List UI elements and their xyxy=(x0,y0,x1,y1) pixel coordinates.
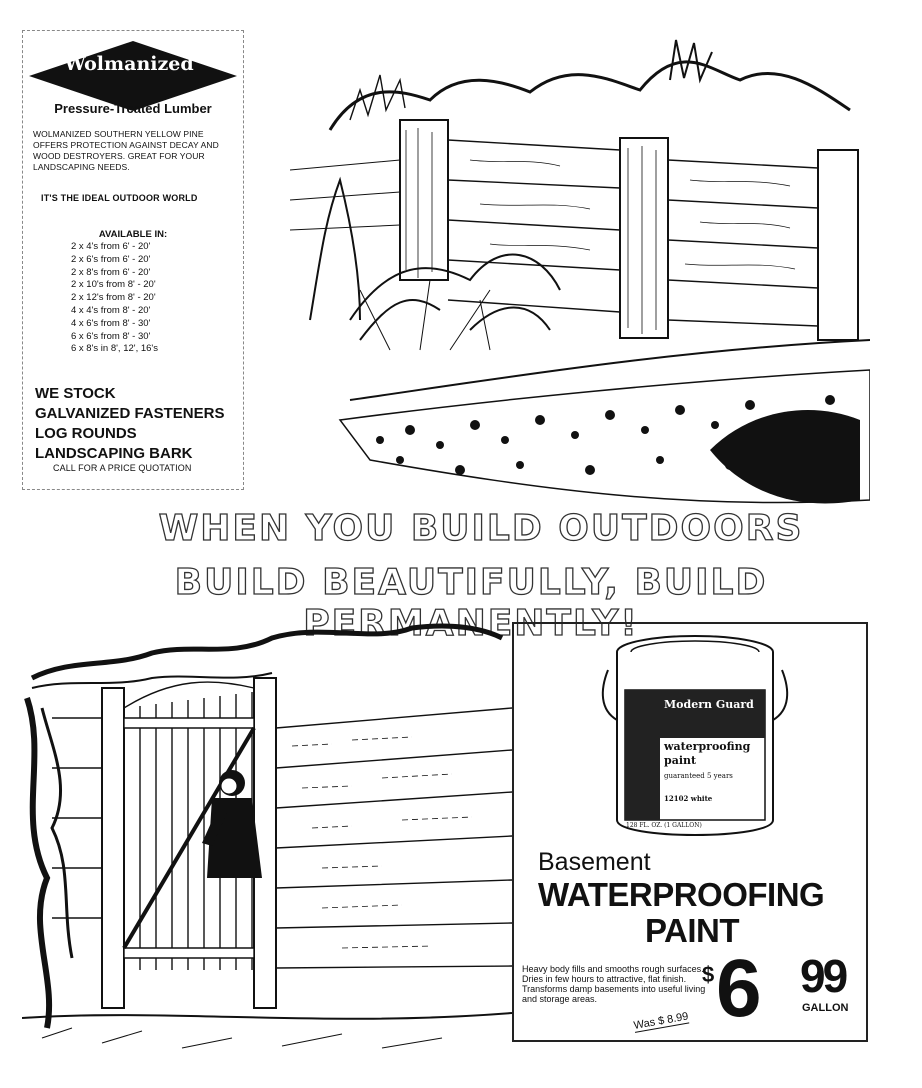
wolmanized-description: WOLMANIZED SOUTHERN YELLOW PINE OFFERS PROTECTION AGAINST DECAY AND WOOD DESTROYERS. GREAT FOR YOUR LANDSCAPING NEEDS. xyxy=(33,129,219,172)
paint-title-small: Basement xyxy=(538,848,651,876)
available-title: AVAILABLE IN: xyxy=(98,229,168,240)
can-guarantee: guaranteed 5 years xyxy=(664,772,733,780)
size-item: 2 x 4's from 6' - 20' xyxy=(71,241,151,252)
paint-title-line1: WATERPROOFING xyxy=(538,876,825,913)
price-unit: GALLON xyxy=(802,1002,849,1014)
price-dollars: 6 xyxy=(716,943,756,1034)
paint-description: Heavy body fills and smooths rough surfaces. Dries in few hours to attractive, flat finish. Transforms damp basements into useful living and storage areas. xyxy=(522,964,706,1004)
wolmanized-panel xyxy=(22,30,244,490)
retaining-wall-drawing xyxy=(290,20,870,515)
can-brand: Modern Guard xyxy=(664,698,754,711)
sale-price xyxy=(702,943,862,1036)
stock-item: WE STOCK xyxy=(35,385,116,402)
price-dollar-sign: $ xyxy=(702,962,715,987)
can-color: 12102 white xyxy=(664,794,713,803)
wolmanized-subtitle: Pressure-Treated Lumber xyxy=(54,101,212,116)
size-list xyxy=(71,241,241,356)
size-item: 4 x 4's from 8' - 20' xyxy=(71,304,151,316)
fence-gate-drawing xyxy=(22,618,512,1058)
fence-gate-illustration xyxy=(22,618,512,1058)
paint-ad-panel xyxy=(512,622,868,1042)
can-label-line1: waterproofing xyxy=(664,740,751,753)
size-item: 2 x 6's from 6' - 20' xyxy=(71,253,151,265)
was-price: Was $ 8.99 xyxy=(632,1010,690,1032)
headline-line-2: BUILD BEAUTIFULLY, BUILD PERMANENTLY! xyxy=(174,562,768,644)
can-volume: 128 FL. OZ. (1 GALLON) xyxy=(626,822,702,829)
size-item: 4 x 6's from 8' - 30' xyxy=(71,317,151,329)
paint-can-image xyxy=(600,630,790,840)
size-item: 2 x 8's from 6' - 20' xyxy=(71,266,151,278)
size-item: 2 x 10's from 8' - 20' xyxy=(71,279,156,291)
can-label-line2: paint xyxy=(664,754,697,767)
headline-line-1: WHEN YOU BUILD OUTDOORS xyxy=(158,508,804,549)
size-item: 6 x 8's in 8', 12', 16's xyxy=(71,343,158,355)
price-cents: 99 xyxy=(800,950,846,1002)
wolmanized-brand: Wolmanized xyxy=(64,53,194,75)
retaining-wall-illustration xyxy=(290,20,870,515)
size-item: 2 x 12's from 8' - 20' xyxy=(71,292,156,304)
paint-title-line2: PAINT xyxy=(644,912,740,949)
stock-list xyxy=(35,384,245,464)
size-item: 6 x 6's from 8' - 30' xyxy=(71,330,151,342)
stock-item: LOG ROUNDS xyxy=(35,425,137,442)
wolmanized-tagline: IT'S THE IDEAL OUTDOOR WORLD xyxy=(41,193,198,203)
call-for-quote: CALL FOR A PRICE QUOTATION xyxy=(53,463,192,473)
stock-item: GALVANIZED FASTENERS xyxy=(35,405,225,422)
stock-item: LANDSCAPING BARK xyxy=(35,445,193,462)
